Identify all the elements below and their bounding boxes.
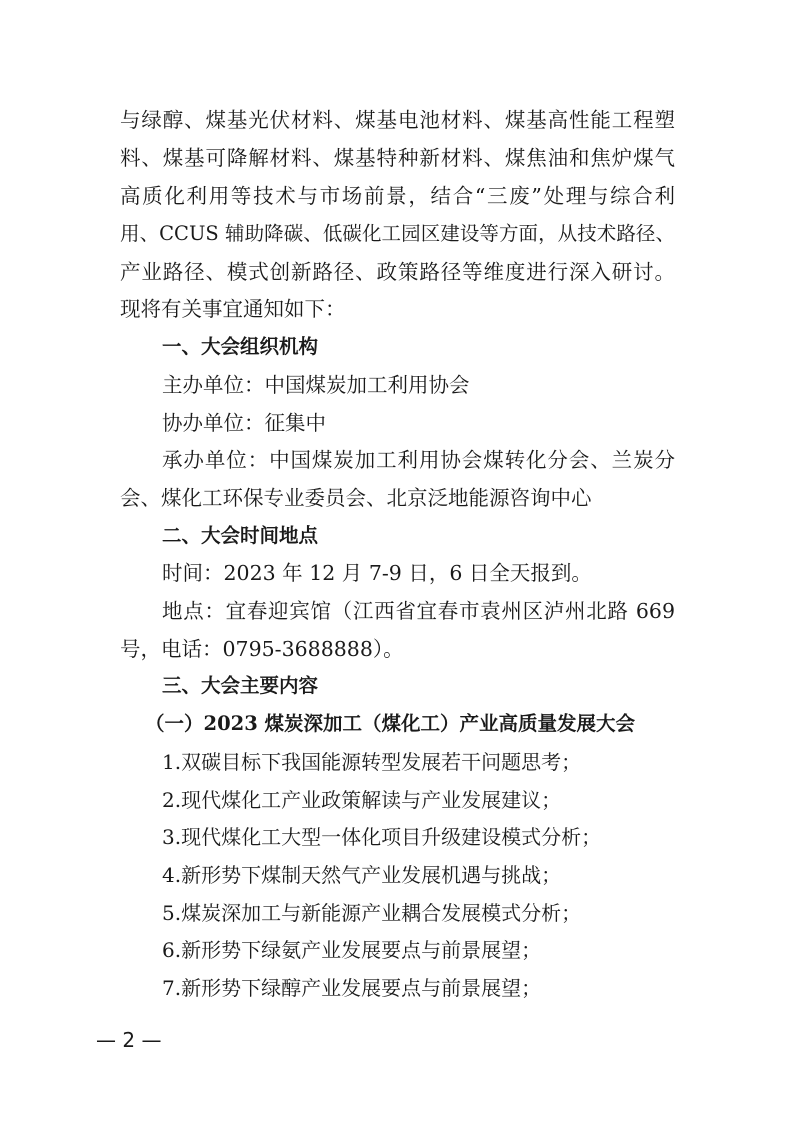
venue-line-2: 号，电话：0795-3688888）。 — [120, 637, 404, 661]
page-number: — 2 — — [96, 1028, 162, 1052]
body-line-6: 现将有关事宜通知如下： — [120, 297, 346, 321]
list-item: 4.新形势下煤制天然气产业发展机遇与挑战； — [162, 863, 562, 887]
body-line-5: 产业路径、模式创新路径、政策路径等维度进行深入研讨。 — [120, 260, 675, 284]
list-item: 3.现代煤化工大型一体化项目升级建设模式分析； — [162, 825, 602, 849]
organizer-unit-line-1: 承办单位：中国煤炭加工利用协会煤转化分会、兰炭分 — [162, 448, 675, 472]
list-item: 6.新形势下绿氨产业发展要点与前景展望； — [162, 938, 542, 962]
body-line-1: 与绿醇、煤基光伏材料、煤基电池材料、煤基高性能工程塑 — [120, 108, 675, 132]
body-line-4: 用、CCUS 辅助降碳、低碳化工园区建设等方面，从技术路径、 — [120, 222, 675, 245]
organizer-unit-line-2: 会、煤化工环保专业委员会、北京泛地能源咨询中心 — [120, 486, 592, 510]
list-item: 7.新形势下绿醇产业发展要点与前景展望； — [162, 976, 542, 1000]
subsection-heading-conference: （一）2023 煤炭深加工（煤化工）产业高质量发展大会 — [145, 712, 636, 735]
host-unit: 主办单位：中国煤炭加工利用协会 — [162, 373, 470, 397]
venue-line-1: 地点：宜春迎宾馆（江西省宜春市袁州区泸州北路 669 — [162, 599, 675, 623]
section-heading-organization: 一、大会组织机构 — [162, 335, 319, 358]
body-line-2: 料、煤基可降解材料、煤基特种新材料、煤焦油和焦炉煤气 — [120, 146, 675, 170]
section-heading-time-venue: 二、大会时间地点 — [162, 524, 319, 547]
list-item: 2.现代煤化工产业政策解读与产业发展建议； — [162, 788, 562, 812]
body-line-3: 高质化利用等技术与市场前景，结合“三废”处理与综合利 — [120, 184, 675, 208]
co-organizer-unit: 协办单位：征集中 — [162, 411, 326, 435]
section-heading-content: 三、大会主要内容 — [162, 674, 319, 697]
list-item: 5.煤炭深加工与新能源产业耦合发展模式分析； — [162, 901, 582, 925]
list-item: 1.双碳目标下我国能源转型发展若干问题思考； — [162, 750, 582, 774]
meeting-time: 时间：2023 年 12 月 7-9 日，6 日全天报到。 — [162, 561, 592, 585]
